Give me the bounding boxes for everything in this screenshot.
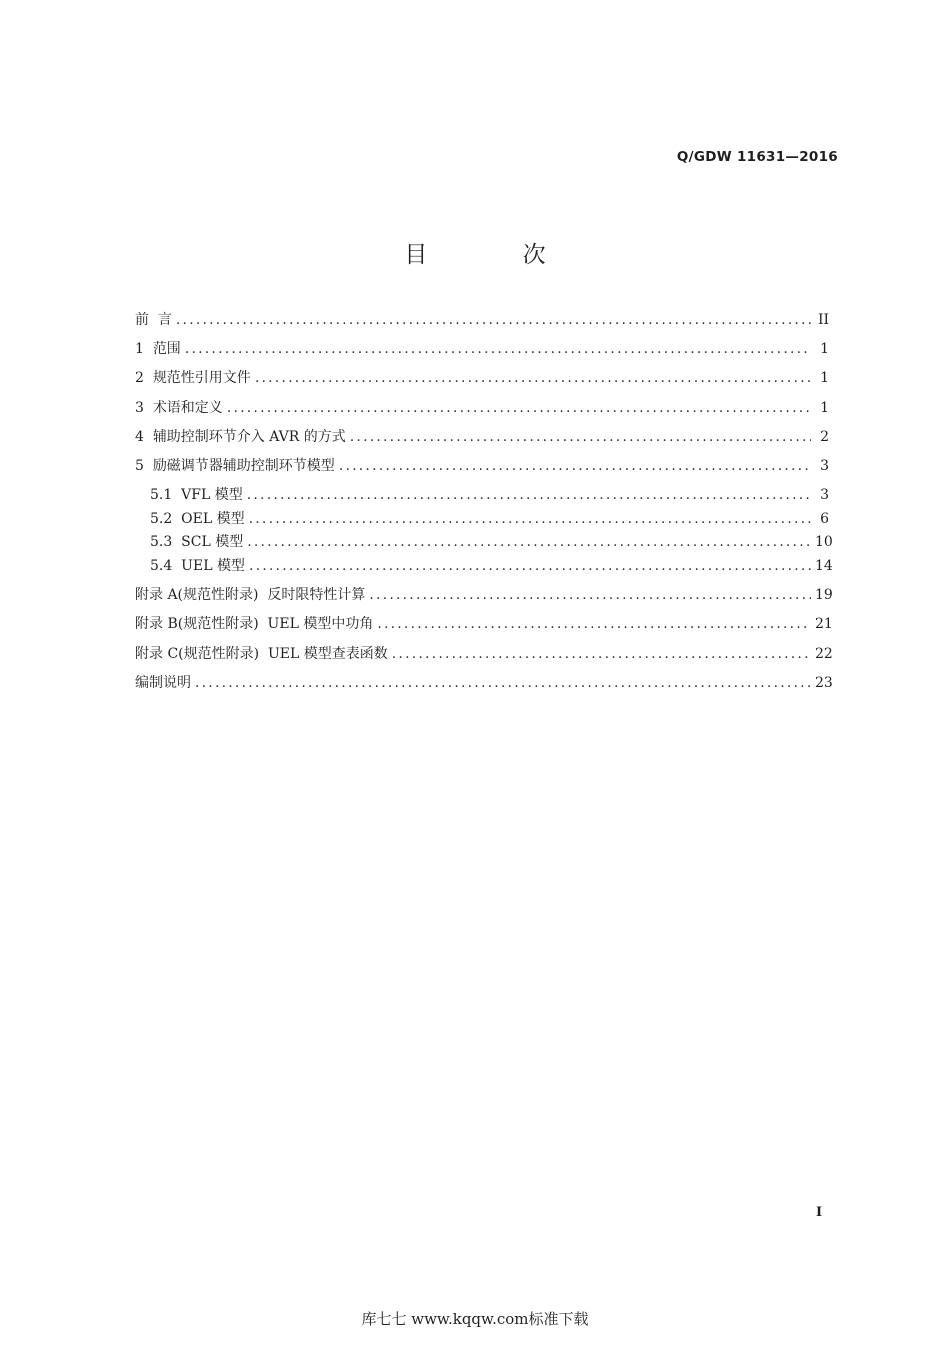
toc-entry-page: 23 bbox=[815, 674, 833, 691]
toc-subentry[interactable] bbox=[135, 531, 833, 555]
dot-leader bbox=[249, 511, 811, 527]
toc-entry-number: 5.4 bbox=[150, 557, 182, 574]
dot-leader bbox=[377, 616, 811, 632]
toc-entry[interactable] bbox=[135, 672, 833, 701]
toc-subentry[interactable] bbox=[135, 484, 829, 508]
toc-entry-page: 14 bbox=[815, 557, 833, 574]
toc-entry-label: 编制说明 bbox=[135, 674, 191, 691]
toc-entry-label: 附录 C(规范性附录) UEL 模型查表函数 bbox=[135, 645, 388, 662]
toc-subentry[interactable] bbox=[135, 508, 829, 532]
toc-entry-number: 5 bbox=[135, 457, 153, 474]
toc-entry-page: 1 bbox=[820, 341, 829, 358]
toc-entry-number: 4 bbox=[135, 428, 153, 445]
toc-entry-page: 1 bbox=[820, 399, 829, 416]
toc-entry-label: 范围 bbox=[152, 341, 181, 358]
toc-entry-page: II bbox=[817, 312, 829, 328]
toc-entry-label: UEL 模型 bbox=[181, 557, 245, 574]
toc-entry-label: OEL 模型 bbox=[181, 510, 245, 527]
toc-entry-page: 1 bbox=[820, 370, 829, 387]
dot-leader bbox=[247, 534, 811, 550]
toc-entry-number: 1 bbox=[135, 341, 153, 358]
page-number: I bbox=[816, 1205, 823, 1220]
toc-entry-page: 10 bbox=[815, 534, 833, 551]
toc-entry[interactable] bbox=[135, 338, 829, 367]
toc-entry-page: 3 bbox=[820, 457, 829, 474]
toc-entry-label: 术语和定义 bbox=[152, 399, 223, 416]
toc-entry-label: SCL 模型 bbox=[181, 534, 244, 551]
toc-entry[interactable] bbox=[135, 309, 829, 338]
toc-entry-number: 5.1 bbox=[150, 487, 182, 504]
dot-leader bbox=[195, 675, 811, 691]
table-of-contents bbox=[135, 309, 833, 701]
toc-entry-page: 2 bbox=[820, 428, 829, 445]
dot-leader bbox=[350, 429, 811, 445]
toc-entry-number: 5.2 bbox=[150, 510, 182, 527]
toc-entry[interactable] bbox=[135, 367, 829, 396]
toc-entry[interactable] bbox=[135, 397, 829, 426]
toc-entry-number: 3 bbox=[135, 399, 153, 416]
dot-leader bbox=[176, 312, 811, 328]
toc-entry[interactable] bbox=[135, 455, 829, 484]
dot-leader bbox=[227, 400, 811, 416]
toc-entry-page: 3 bbox=[820, 487, 829, 504]
dot-leader bbox=[185, 341, 811, 357]
toc-entry-label: VFL 模型 bbox=[181, 487, 243, 504]
toc-entry[interactable] bbox=[135, 426, 829, 455]
toc-entry-page: 19 bbox=[815, 587, 833, 604]
toc-entry-label: 规范性引用文件 bbox=[152, 370, 251, 387]
dot-leader bbox=[249, 558, 811, 574]
toc-entry[interactable] bbox=[135, 643, 833, 672]
toc-title: 目 次 bbox=[404, 242, 590, 268]
toc-entry-number: 5.3 bbox=[150, 534, 182, 551]
toc-entry-label: 附录 B(规范性附录) UEL 模型中功角 bbox=[135, 616, 374, 633]
toc-subentry[interactable] bbox=[135, 555, 833, 579]
toc-entry-label: 前 言 bbox=[135, 312, 172, 328]
toc-entry-label: 辅助控制环节介入 AVR 的方式 bbox=[152, 428, 346, 445]
toc-entry-page: 6 bbox=[820, 510, 829, 527]
toc-entry-number: 2 bbox=[135, 370, 153, 387]
toc-entry[interactable] bbox=[135, 584, 833, 613]
toc-entry-page: 22 bbox=[815, 645, 833, 662]
toc-entry-label: 附录 A(规范性附录) 反时限特性计算 bbox=[135, 587, 366, 604]
dot-leader bbox=[369, 587, 811, 603]
toc-entry[interactable] bbox=[135, 613, 833, 642]
standard-code: Q/GDW 11631—2016 bbox=[676, 149, 838, 165]
watermark-text: 库七七 www.kqqw.com标准下载 bbox=[361, 1310, 589, 1328]
dot-leader bbox=[255, 370, 811, 386]
dot-leader bbox=[392, 646, 811, 662]
dot-leader bbox=[247, 487, 811, 503]
toc-entry-label: 励磁调节器辅助控制环节模型 bbox=[152, 457, 335, 474]
toc-entry-page: 21 bbox=[815, 616, 833, 633]
dot-leader bbox=[339, 458, 811, 474]
